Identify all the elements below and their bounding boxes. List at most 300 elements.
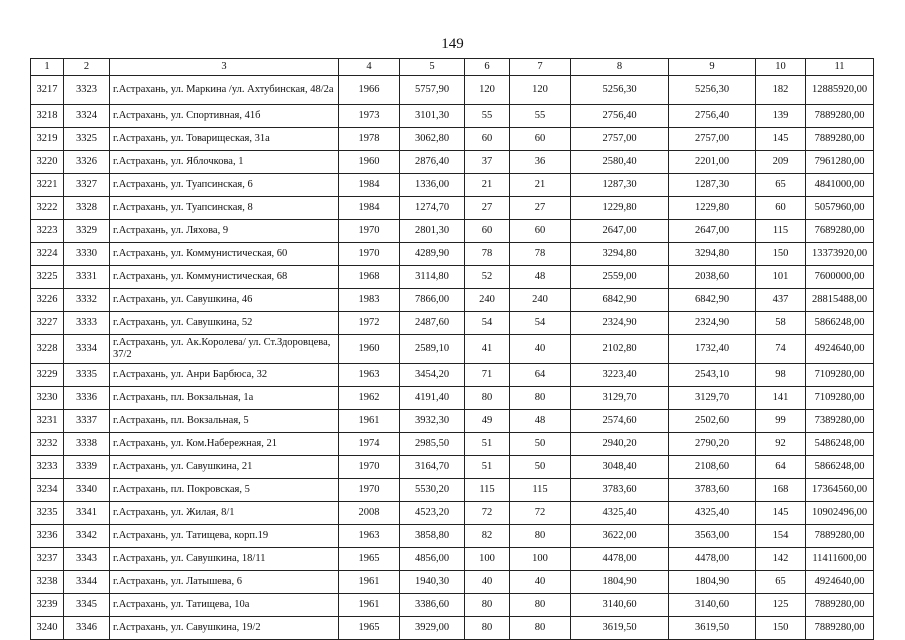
table-cell: 1336,00 <box>400 174 465 197</box>
table-cell: 115 <box>510 479 571 502</box>
table-cell: 36 <box>510 151 571 174</box>
table-cell: 3294,80 <box>571 243 669 266</box>
table-cell: 3217 <box>31 76 64 105</box>
table-cell: 12885920,00 <box>806 76 874 105</box>
table-cell: 3929,00 <box>400 617 465 640</box>
column-header: 5 <box>400 59 465 76</box>
table-cell: 21 <box>510 174 571 197</box>
table-cell: 37 <box>465 151 510 174</box>
table-cell: 3220 <box>31 151 64 174</box>
table-cell: 50 <box>510 433 571 456</box>
table-row <box>31 433 874 456</box>
table-cell: 3231 <box>31 410 64 433</box>
table-cell: 182 <box>756 76 806 105</box>
table-cell: 80 <box>465 617 510 640</box>
table-cell: 80 <box>465 594 510 617</box>
table-cell: 3221 <box>31 174 64 197</box>
address-cell: г.Астрахань, ул. Савушкина, 19/2 <box>110 617 339 640</box>
table-cell: 3327 <box>64 174 110 197</box>
table-cell: 3323 <box>64 76 110 105</box>
table-cell: 3225 <box>31 266 64 289</box>
table-cell: 7889280,00 <box>806 594 874 617</box>
table-cell: 74 <box>756 335 806 364</box>
table-cell: 3336 <box>64 387 110 410</box>
table-row <box>31 220 874 243</box>
address-cell: г.Астрахань, ул. Анри Барбюса, 32 <box>110 364 339 387</box>
table-cell: 3783,60 <box>669 479 756 502</box>
table-cell: 3227 <box>31 312 64 335</box>
table-cell: 125 <box>756 594 806 617</box>
table-cell: 3563,00 <box>669 525 756 548</box>
table-cell: 5866248,00 <box>806 312 874 335</box>
table-cell: 2580,40 <box>571 151 669 174</box>
table-cell: 1984 <box>339 197 400 220</box>
table-cell: 7961280,00 <box>806 151 874 174</box>
table-row <box>31 502 874 525</box>
table-cell: 27 <box>510 197 571 220</box>
table-cell: 437 <box>756 289 806 312</box>
table-cell: 2487,60 <box>400 312 465 335</box>
table-cell: 1973 <box>339 105 400 128</box>
table-cell: 2757,00 <box>571 128 669 151</box>
table-cell: 3294,80 <box>669 243 756 266</box>
table-row <box>31 197 874 220</box>
table-cell: 1940,30 <box>400 571 465 594</box>
table-cell: 54 <box>465 312 510 335</box>
table-cell: 3219 <box>31 128 64 151</box>
table-cell: 80 <box>510 387 571 410</box>
table-cell: 4856,00 <box>400 548 465 571</box>
table-cell: 11411600,00 <box>806 548 874 571</box>
table-cell: 4325,40 <box>669 502 756 525</box>
table-row <box>31 151 874 174</box>
address-cell: г.Астрахань, пл. Вокзальная, 5 <box>110 410 339 433</box>
table-cell: 72 <box>510 502 571 525</box>
address-cell: г.Астрахань, ул. Савушкина, 18/11 <box>110 548 339 571</box>
table-cell: 3223 <box>31 220 64 243</box>
table-cell: 3619,50 <box>571 617 669 640</box>
table-row <box>31 456 874 479</box>
table-cell: 3226 <box>31 289 64 312</box>
column-header: 2 <box>64 59 110 76</box>
table-cell: 2008 <box>339 502 400 525</box>
table-cell: 1983 <box>339 289 400 312</box>
table-cell: 49 <box>465 410 510 433</box>
table-cell: 3331 <box>64 266 110 289</box>
table-cell: 65 <box>756 571 806 594</box>
table-cell: 1732,40 <box>669 335 756 364</box>
table-cell: 139 <box>756 105 806 128</box>
table-row <box>31 289 874 312</box>
table-row <box>31 479 874 502</box>
table-cell: 92 <box>756 433 806 456</box>
table-cell: 1960 <box>339 335 400 364</box>
table-cell: 98 <box>756 364 806 387</box>
column-header: 7 <box>510 59 571 76</box>
table-cell: 1804,90 <box>669 571 756 594</box>
table-cell: 1962 <box>339 387 400 410</box>
table-cell: 3337 <box>64 410 110 433</box>
table-cell: 50 <box>510 456 571 479</box>
table-cell: 21 <box>465 174 510 197</box>
table-cell: 7600000,00 <box>806 266 874 289</box>
column-header: 6 <box>465 59 510 76</box>
table-cell: 2790,20 <box>669 433 756 456</box>
table-cell: 3858,80 <box>400 525 465 548</box>
table-cell: 145 <box>756 128 806 151</box>
table-cell: 1965 <box>339 617 400 640</box>
table-cell: 52 <box>465 266 510 289</box>
table-cell: 3346 <box>64 617 110 640</box>
table-cell: 2756,40 <box>571 105 669 128</box>
table-cell: 240 <box>465 289 510 312</box>
table-cell: 1970 <box>339 479 400 502</box>
table-cell: 5757,90 <box>400 76 465 105</box>
table-cell: 3224 <box>31 243 64 266</box>
table-cell: 3325 <box>64 128 110 151</box>
address-cell: г.Астрахань, ул. Татищева, корп.19 <box>110 525 339 548</box>
table-cell: 2876,40 <box>400 151 465 174</box>
table-cell: 60 <box>465 220 510 243</box>
table-cell: 2108,60 <box>669 456 756 479</box>
address-cell: г.Астрахань, ул. Савушкина, 52 <box>110 312 339 335</box>
table-cell: 3338 <box>64 433 110 456</box>
table-row <box>31 335 874 364</box>
address-cell: г.Астрахань, ул. Ляхова, 9 <box>110 220 339 243</box>
table-cell: 2559,00 <box>571 266 669 289</box>
address-cell: г.Астрахань, ул. Ак.Королева/ ул. Ст.Здоровцева, 37/2 <box>110 335 339 364</box>
table-cell: 100 <box>465 548 510 571</box>
table-row <box>31 364 874 387</box>
table-cell: 3228 <box>31 335 64 364</box>
page-number: 149 <box>441 36 464 52</box>
table-cell: 3339 <box>64 456 110 479</box>
table-cell: 80 <box>465 387 510 410</box>
table-cell: 58 <box>756 312 806 335</box>
table-cell: 60 <box>465 128 510 151</box>
address-cell: г.Астрахань, ул. Коммунистическая, 60 <box>110 243 339 266</box>
table-cell: 209 <box>756 151 806 174</box>
table-cell: 2102,80 <box>571 335 669 364</box>
table-cell: 1974 <box>339 433 400 456</box>
table-cell: 2801,30 <box>400 220 465 243</box>
column-header: 8 <box>571 59 669 76</box>
table-cell: 6842,90 <box>669 289 756 312</box>
table-cell: 3334 <box>64 335 110 364</box>
table-cell: 1972 <box>339 312 400 335</box>
table-cell: 80 <box>510 617 571 640</box>
table-cell: 3386,60 <box>400 594 465 617</box>
table-cell: 7689280,00 <box>806 220 874 243</box>
table-cell: 1970 <box>339 220 400 243</box>
table-cell: 240 <box>510 289 571 312</box>
table-cell: 17364560,00 <box>806 479 874 502</box>
table-cell: 7109280,00 <box>806 387 874 410</box>
table-cell: 4325,40 <box>571 502 669 525</box>
table-cell: 2589,10 <box>400 335 465 364</box>
table-cell: 2985,50 <box>400 433 465 456</box>
table-cell: 3239 <box>31 594 64 617</box>
table-cell: 3333 <box>64 312 110 335</box>
table-cell: 3229 <box>31 364 64 387</box>
table-cell: 3101,30 <box>400 105 465 128</box>
table-cell: 2324,90 <box>669 312 756 335</box>
table-cell: 3332 <box>64 289 110 312</box>
table-cell: 154 <box>756 525 806 548</box>
table-cell: 13373920,00 <box>806 243 874 266</box>
table-cell: 78 <box>510 243 571 266</box>
table-cell: 3218 <box>31 105 64 128</box>
table-cell: 80 <box>510 594 571 617</box>
table-cell: 1274,70 <box>400 197 465 220</box>
table-cell: 2502,60 <box>669 410 756 433</box>
table-cell: 82 <box>465 525 510 548</box>
column-header: 10 <box>756 59 806 76</box>
table-cell: 48 <box>510 410 571 433</box>
table-cell: 3062,80 <box>400 128 465 151</box>
address-cell: г.Астрахань, ул. Маркина /ул. Ахтубинская, 48/2а <box>110 76 339 105</box>
address-cell: г.Астрахань, ул. Латышева, 6 <box>110 571 339 594</box>
table-cell: 5866248,00 <box>806 456 874 479</box>
table-cell: 4289,90 <box>400 243 465 266</box>
table-cell: 60 <box>510 220 571 243</box>
table-cell: 100 <box>510 548 571 571</box>
table-cell: 3932,30 <box>400 410 465 433</box>
table-cell: 27 <box>465 197 510 220</box>
table-cell: 1970 <box>339 456 400 479</box>
table-body <box>31 76 874 640</box>
table-cell: 1978 <box>339 128 400 151</box>
table-cell: 3140,60 <box>571 594 669 617</box>
table-cell: 115 <box>465 479 510 502</box>
table-row <box>31 76 874 105</box>
table-cell: 4478,00 <box>669 548 756 571</box>
table-cell: 3342 <box>64 525 110 548</box>
table-cell: 3048,40 <box>571 456 669 479</box>
table-cell: 7889280,00 <box>806 105 874 128</box>
address-cell: г.Астрахань, ул. Туапсинская, 8 <box>110 197 339 220</box>
table-cell: 1960 <box>339 151 400 174</box>
table-cell: 55 <box>510 105 571 128</box>
table-cell: 4924640,00 <box>806 335 874 364</box>
table-cell: 2201,00 <box>669 151 756 174</box>
table-header-row <box>31 59 874 76</box>
table-row <box>31 128 874 151</box>
table-cell: 1968 <box>339 266 400 289</box>
table-cell: 40 <box>510 335 571 364</box>
table-cell: 3345 <box>64 594 110 617</box>
table-cell: 2038,60 <box>669 266 756 289</box>
address-cell: г.Астрахань, ул. Жилая, 8/1 <box>110 502 339 525</box>
table-cell: 3164,70 <box>400 456 465 479</box>
table-cell: 2647,00 <box>669 220 756 243</box>
table-cell: 1287,30 <box>571 174 669 197</box>
table-cell: 7866,00 <box>400 289 465 312</box>
table-cell: 3344 <box>64 571 110 594</box>
table-cell: 1984 <box>339 174 400 197</box>
table-row <box>31 387 874 410</box>
table-cell: 64 <box>510 364 571 387</box>
table-row <box>31 548 874 571</box>
table-cell: 101 <box>756 266 806 289</box>
table-row <box>31 571 874 594</box>
table-cell: 1963 <box>339 364 400 387</box>
address-cell: г.Астрахань, ул. Савушкина, 46 <box>110 289 339 312</box>
column-header: 4 <box>339 59 400 76</box>
address-cell: г.Астрахань, пл. Покровская, 5 <box>110 479 339 502</box>
column-header: 9 <box>669 59 756 76</box>
table-cell: 150 <box>756 243 806 266</box>
column-header: 3 <box>110 59 339 76</box>
table-cell: 60 <box>756 197 806 220</box>
table-cell: 41 <box>465 335 510 364</box>
table-row <box>31 410 874 433</box>
table-cell: 4478,00 <box>571 548 669 571</box>
table-row <box>31 266 874 289</box>
table-cell: 142 <box>756 548 806 571</box>
housing-registry-table <box>30 58 874 640</box>
table-cell: 48 <box>510 266 571 289</box>
table-cell: 3783,60 <box>571 479 669 502</box>
table-cell: 4191,40 <box>400 387 465 410</box>
table-row <box>31 243 874 266</box>
table-cell: 55 <box>465 105 510 128</box>
table-cell: 115 <box>756 220 806 243</box>
table-row <box>31 617 874 640</box>
table-cell: 99 <box>756 410 806 433</box>
table-cell: 2647,00 <box>571 220 669 243</box>
table-cell: 3328 <box>64 197 110 220</box>
table-cell: 2574,60 <box>571 410 669 433</box>
table-row <box>31 312 874 335</box>
table-cell: 5256,30 <box>669 76 756 105</box>
table-cell: 2757,00 <box>669 128 756 151</box>
address-cell: г.Астрахань, ул. Коммунистическая, 68 <box>110 266 339 289</box>
table-cell: 60 <box>510 128 571 151</box>
table-row <box>31 594 874 617</box>
table-cell: 3237 <box>31 548 64 571</box>
address-cell: г.Астрахань, ул. Татищева, 10а <box>110 594 339 617</box>
table-cell: 3329 <box>64 220 110 243</box>
table-cell: 1966 <box>339 76 400 105</box>
table-cell: 78 <box>465 243 510 266</box>
table-cell: 65 <box>756 174 806 197</box>
table-cell: 3230 <box>31 387 64 410</box>
table-cell: 3129,70 <box>571 387 669 410</box>
table-cell: 3326 <box>64 151 110 174</box>
table-cell: 7889280,00 <box>806 525 874 548</box>
table-cell: 1229,80 <box>669 197 756 220</box>
address-cell: г.Астрахань, ул. Спортивная, 41б <box>110 105 339 128</box>
table-cell: 3335 <box>64 364 110 387</box>
table-cell: 3236 <box>31 525 64 548</box>
table-cell: 80 <box>510 525 571 548</box>
address-cell: г.Астрахань, ул. Яблочкова, 1 <box>110 151 339 174</box>
table-cell: 150 <box>756 617 806 640</box>
table-cell: 4924640,00 <box>806 571 874 594</box>
table-cell: 2543,10 <box>669 364 756 387</box>
table-cell: 51 <box>465 433 510 456</box>
table-cell: 145 <box>756 502 806 525</box>
table-cell: 3622,00 <box>571 525 669 548</box>
table-cell: 5486248,00 <box>806 433 874 456</box>
table-cell: 3330 <box>64 243 110 266</box>
table-cell: 28815488,00 <box>806 289 874 312</box>
table-cell: 7889280,00 <box>806 617 874 640</box>
table-cell: 5057960,00 <box>806 197 874 220</box>
table-cell: 1961 <box>339 594 400 617</box>
table-cell: 1961 <box>339 410 400 433</box>
table-cell: 6842,90 <box>571 289 669 312</box>
address-cell: г.Астрахань, ул. Ком.Набережная, 21 <box>110 433 339 456</box>
table-cell: 3619,50 <box>669 617 756 640</box>
table-cell: 3233 <box>31 456 64 479</box>
table-cell: 1287,30 <box>669 174 756 197</box>
column-header: 1 <box>31 59 64 76</box>
table-cell: 4841000,00 <box>806 174 874 197</box>
table-cell: 71 <box>465 364 510 387</box>
table-cell: 3240 <box>31 617 64 640</box>
table-cell: 7889280,00 <box>806 128 874 151</box>
table-cell: 3340 <box>64 479 110 502</box>
table-cell: 1229,80 <box>571 197 669 220</box>
table-cell: 2756,40 <box>669 105 756 128</box>
table-cell: 2324,90 <box>571 312 669 335</box>
table-cell: 1963 <box>339 525 400 548</box>
address-cell: г.Астрахань, ул. Товарищеская, 31а <box>110 128 339 151</box>
table-cell: 3129,70 <box>669 387 756 410</box>
table-row <box>31 105 874 128</box>
address-cell: г.Астрахань, пл. Вокзальная, 1а <box>110 387 339 410</box>
table-row <box>31 525 874 548</box>
table-cell: 3223,40 <box>571 364 669 387</box>
address-cell: г.Астрахань, ул. Туапсинская, 6 <box>110 174 339 197</box>
table-cell: 120 <box>465 76 510 105</box>
table-cell: 3232 <box>31 433 64 456</box>
table-cell: 1965 <box>339 548 400 571</box>
table-cell: 1970 <box>339 243 400 266</box>
table-cell: 3234 <box>31 479 64 502</box>
table-cell: 3238 <box>31 571 64 594</box>
table-cell: 120 <box>510 76 571 105</box>
table-cell: 40 <box>510 571 571 594</box>
table-cell: 2940,20 <box>571 433 669 456</box>
table-cell: 141 <box>756 387 806 410</box>
table-cell: 3222 <box>31 197 64 220</box>
table-cell: 5256,30 <box>571 76 669 105</box>
column-header: 11 <box>806 59 874 76</box>
table-cell: 3235 <box>31 502 64 525</box>
table-cell: 40 <box>465 571 510 594</box>
table-cell: 1961 <box>339 571 400 594</box>
table-cell: 3324 <box>64 105 110 128</box>
table-cell: 3343 <box>64 548 110 571</box>
table-cell: 3341 <box>64 502 110 525</box>
table-cell: 7109280,00 <box>806 364 874 387</box>
table-cell: 64 <box>756 456 806 479</box>
table-cell: 7389280,00 <box>806 410 874 433</box>
table-cell: 4523,20 <box>400 502 465 525</box>
table-cell: 168 <box>756 479 806 502</box>
table-cell: 51 <box>465 456 510 479</box>
table-cell: 54 <box>510 312 571 335</box>
table-cell: 5530,20 <box>400 479 465 502</box>
table-cell: 1804,90 <box>571 571 669 594</box>
table-cell: 3140,60 <box>669 594 756 617</box>
table-row <box>31 174 874 197</box>
table-cell: 3454,20 <box>400 364 465 387</box>
address-cell: г.Астрахань, ул. Савушкина, 21 <box>110 456 339 479</box>
